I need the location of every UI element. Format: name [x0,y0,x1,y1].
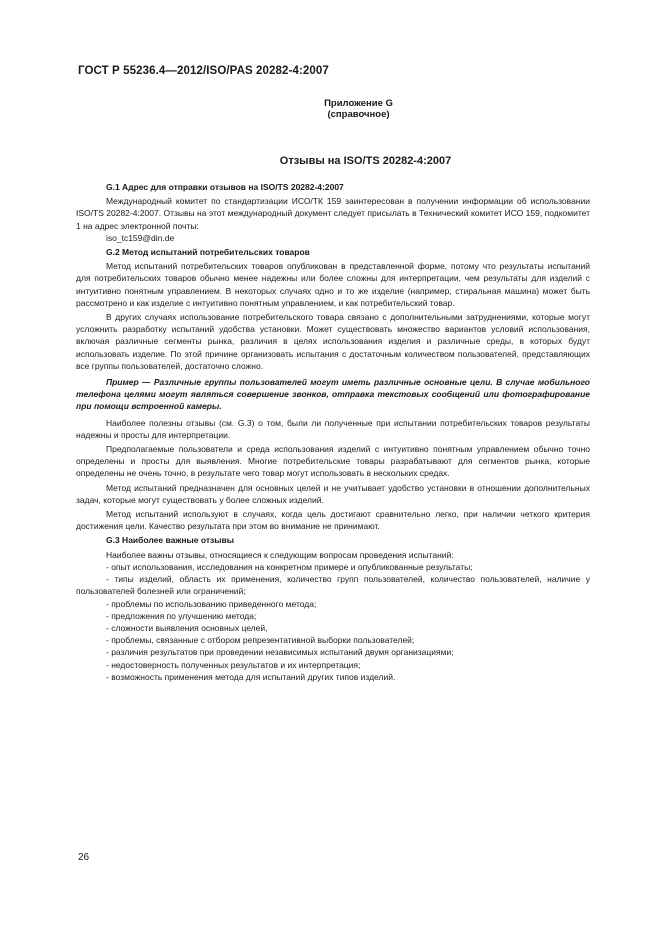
section-g3-intro: Наиболее важны отзывы, относящиеся к следующим вопросам проведения испытаний: [106,549,454,560]
section-g2-paragraph: Метод испытаний потребительских товаров опубликован в представленной форме, потому что результаты испытаний для потребительских товаров обычно менее надежны или более сложны для интерпретации, чем результаты для изделий с интуитивно понятным управлением. В некоторых случаях одно и то же изделие (например, стиральная машина) может быть рассмотрено и как изделие с интуитивно понятным управлением, и как потребительский товар. [76,261,590,308]
contact-email: iso_tc159@din.de [106,232,175,243]
section-g2-paragraph: Метод испытаний используют в случаях, когда цель достигают сравнительно легко, при наличии четкого критерия достижения цели. Качество результата при этом во внимание не принимают. [76,509,590,532]
section-g2-paragraph: В других случаях использование потребительского товара связано с дополнительными затруднениями, которые могут усложнить разработку испытаний удобства установки. Может существовать множество вариантов условий использования, включая различные сегменты рынка, различия в целях использования изделия и различные среды, в которых будут использовать изделие. По этой причине организовать испытания с достаточным количеством пользователей, представляющих все группы пользователей, достаточно сложно. [76,312,590,371]
list-item: - типы изделий, область их применения, количество групп пользователей, количество пользователей, наличие у пользователей болезней или ограничений; [76,574,590,597]
section-g1-heading: G.1 Адрес для отправки отзывов на ISO/TS 20282-4:2007 [106,182,344,192]
section-g2-paragraph: Предполагаемые пользователи и среда использования изделий с интуитивно понятным управлением обычно точно определены и просты для выявления. Многие потребительские товары разрабатывают для сегментов рынка, которые определены не очень точно, в результате чего товар могут использовать в нескольких средах. [76,444,590,479]
annex-heading [0,98,661,120]
section-g2-paragraph: Наиболее полезны отзывы (см. G.3) о том, были ли полученные при испытании потребительских товаров результаты надежны и просты для интерпретации. [76,417,590,440]
list-item: - сложности выявления основных целей, [106,622,268,633]
list-item: - проблемы, связанные с отбором репрезентативной выборки пользователей; [106,635,415,646]
page-number: 26 [78,852,90,863]
annex-type: (справочное) [327,109,390,120]
document-title [0,155,661,167]
list-item: - различия результатов при проведении независимых испытаний двумя организациями; [106,647,454,658]
section-g2-heading: G.2 Метод испытаний потребительских товаров [106,247,310,258]
list-item: - проблемы по использованию приведенного метода; [106,598,317,609]
section-g3-heading: G.3 Наиболее важные отзывы [106,535,234,546]
list-item: - возможность применения метода для испытаний других типов изделий. [106,671,396,682]
list-item: - опыт использования, исследования на конкретном примере и опубликованные результаты; [106,561,473,572]
annex-title: Приложение G [324,98,393,109]
document-title-text: Отзывы на ISO/TS 20282-4:2007 [279,155,452,167]
section-g2-paragraph: Метод испытаний предназначен для основных целей и не учитывает удобство установки в отношении дополнительных задач, которые могут существовать у более сложных изделий. [76,482,590,505]
section-g1-text: Международный комитет по стандартизации ИСО/ТК 159 заинтересован в получении информации об использовании ISO/TS 20282-4:2007. Отзывы на этот международный документ следует присылать в Технический комитет ИСО 159, подкомитет 1 на адрес электронной почты: [76,196,590,231]
document-code: ГОСТ Р 55236.4—2012/ISO/PAS 20282-4:2007 [78,65,329,77]
document-body [76,181,590,683]
list-item: - предложения по улучшению метода; [106,610,257,621]
example-note: Пример — Различные группы пользователей могут иметь различные основные цели. В случае мобильного телефона целями могут являться совершение звонков, отправка текстовых сообщений или фотографирование при помощи встроенной камеры. [76,377,590,412]
list-item: - недостоверность полученных результатов и их интерпретация; [106,659,361,670]
